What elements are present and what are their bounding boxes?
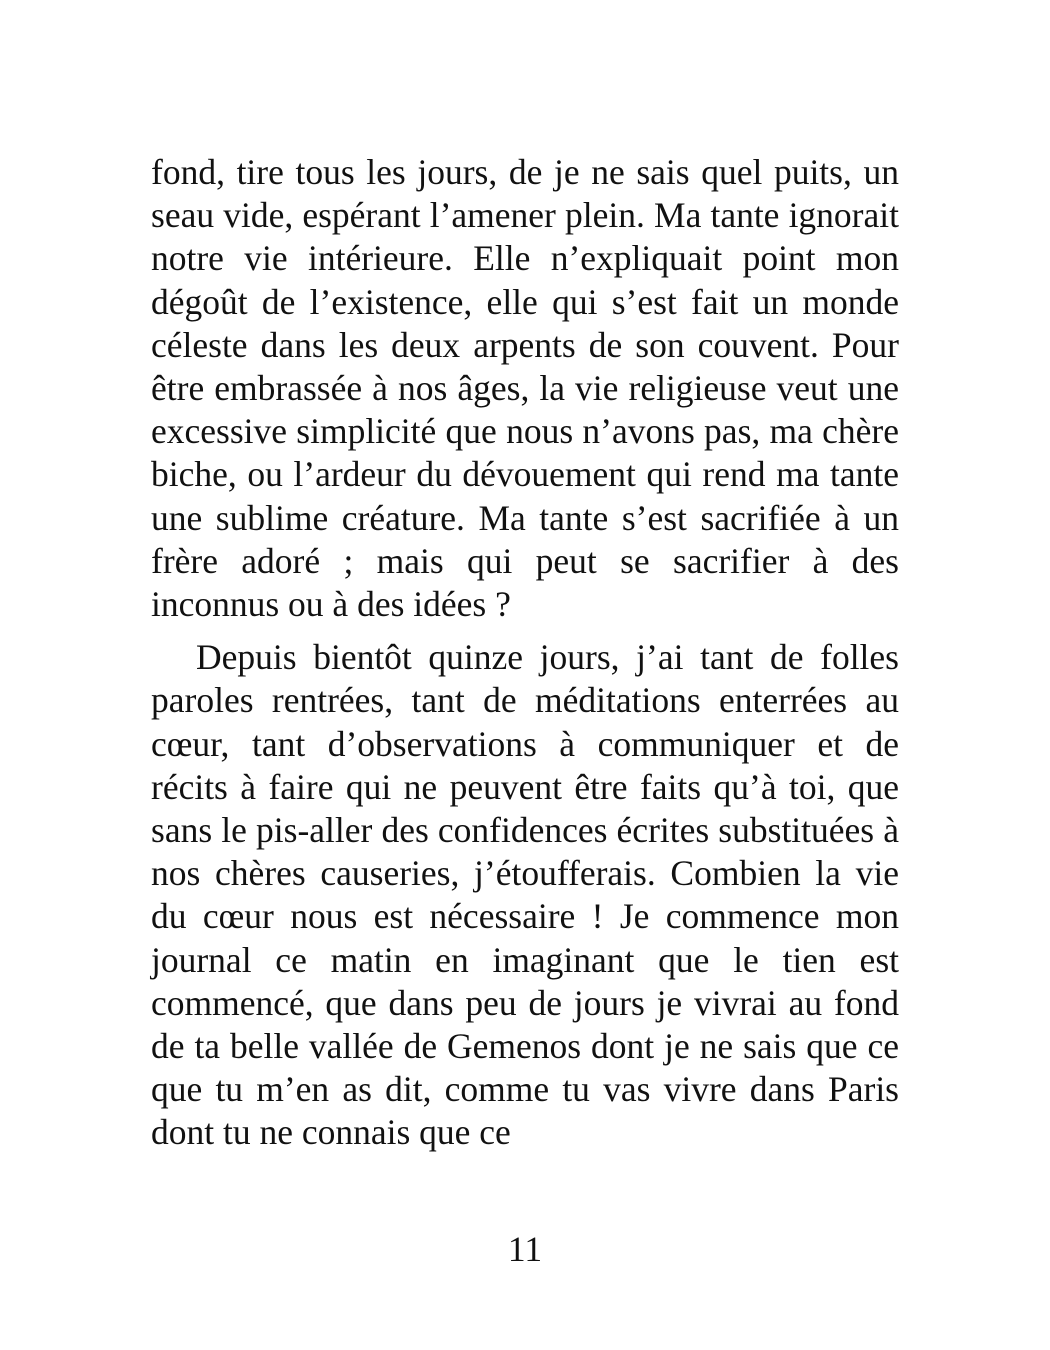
body-text xyxy=(151,151,899,1155)
paragraph-continuation: fond, tire tous les jours, de je ne sais quel puits, un seau vide, espérant l’amener plein. Ma tante ignorait notre vie intérieure. Elle n’expliquait point mon dégoût de l’existence, elle qui s’est fait un monde céleste dans les deux arpents de son couvent. Pour être embrassée à nos âges, la vie religieuse veut une excessive simplicité que nous n’avons pas, ma chère biche, ou l’ardeur du dévouement qui rend ma tante une sublime créature. Ma tante s’est sacrifiée à un frère adoré ; mais qui peut se sacrifier à des inconnus ou à des idées ? xyxy=(151,152,899,625)
page-number: 11 xyxy=(507,1229,543,1269)
paragraph: Depuis bientôt quinze jours, j’ai tant de folles paroles rentrées, tant de méditations enterrées au cœur, tant d’observations à communiquer et de récits à faire qui ne peuvent être faits qu’à toi, que sans le pis-aller des confidences écrites substituées à nos chères causeries, j’étoufferais. Combien la vie du cœur nous est nécessaire ! Je commence mon journal ce matin en imaginant que le tien est commencé, que dans peu de jours je vivrai au fond de ta belle vallée de Gemenos dont je ne sais que ce que tu m’en as dit, comme tu vas vivre dans Paris dont tu ne connais que ce xyxy=(151,637,899,1153)
